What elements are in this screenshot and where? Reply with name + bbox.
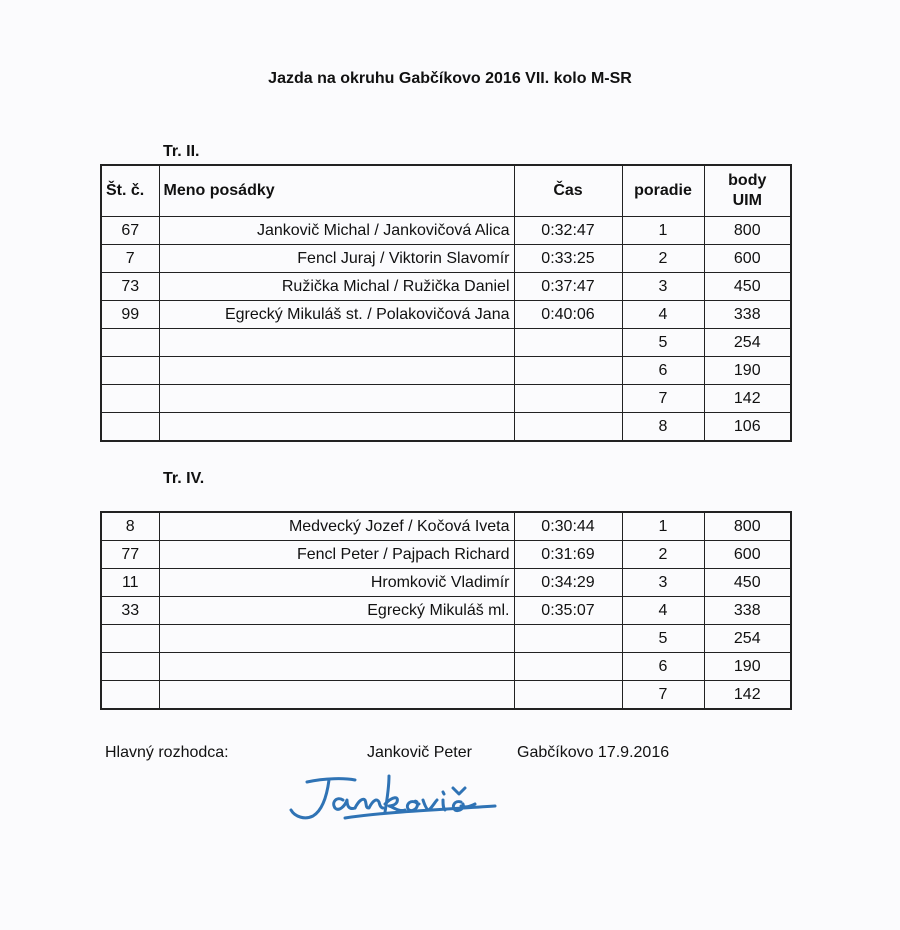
table-body-tr-ii (101, 217, 791, 442)
header-rank: poradie (622, 165, 704, 217)
results-table-tr-ii (100, 164, 792, 442)
crew-number-cell: 77 (101, 541, 159, 569)
header-points-line1: body (728, 172, 767, 189)
crew-name-cell (159, 681, 514, 710)
table-row (101, 681, 791, 710)
rank-cell: 8 (622, 413, 704, 442)
rank-cell: 4 (622, 597, 704, 625)
time-cell: 0:32:47 (514, 217, 622, 245)
header-name: Meno posádky (159, 165, 514, 217)
header-num: Št. č. (101, 165, 159, 217)
rank-cell: 3 (622, 273, 704, 301)
referee-label: Hlavný rozhodca: (105, 744, 229, 761)
rank-cell: 6 (622, 653, 704, 681)
crew-number-cell: 73 (101, 273, 159, 301)
rank-cell: 2 (622, 541, 704, 569)
table-row (101, 385, 791, 413)
points-cell: 142 (704, 385, 791, 413)
rank-cell: 2 (622, 245, 704, 273)
rank-cell: 7 (622, 681, 704, 710)
rank-cell: 4 (622, 301, 704, 329)
table-row (101, 512, 791, 541)
rank-cell: 5 (622, 625, 704, 653)
crew-number-cell (101, 681, 159, 710)
time-cell (514, 653, 622, 681)
section-label-tr-ii: Tr. II. (163, 143, 200, 160)
rank-cell: 7 (622, 385, 704, 413)
time-cell (514, 625, 622, 653)
time-cell (514, 413, 622, 442)
crew-number-cell: 99 (101, 301, 159, 329)
crew-number-cell (101, 625, 159, 653)
header-points-line2: UIM (732, 192, 762, 209)
points-cell: 800 (704, 217, 791, 245)
crew-name-cell: Ružička Michal / Ružička Daniel (159, 273, 514, 301)
crew-number-cell (101, 385, 159, 413)
points-cell: 450 (704, 569, 791, 597)
points-cell: 800 (704, 512, 791, 541)
crew-name-cell (159, 385, 514, 413)
points-cell: 338 (704, 597, 791, 625)
points-cell: 254 (704, 329, 791, 357)
points-cell: 338 (704, 301, 791, 329)
time-cell: 0:40:06 (514, 301, 622, 329)
table-row (101, 217, 791, 245)
time-cell: 0:31:69 (514, 541, 622, 569)
crew-number-cell (101, 329, 159, 357)
crew-name-cell: Medvecký Jozef / Kočová Iveta (159, 512, 514, 541)
crew-name-cell (159, 357, 514, 385)
signature-drawing (285, 770, 515, 830)
crew-number-cell: 8 (101, 512, 159, 541)
points-cell: 450 (704, 273, 791, 301)
crew-name-cell (159, 413, 514, 442)
table-row (101, 357, 791, 385)
document-title: Jazda na okruhu Gabčíkovo 2016 VII. kolo M-SR (268, 70, 632, 87)
crew-name-cell (159, 653, 514, 681)
header-points (704, 165, 791, 217)
time-cell: 0:35:07 (514, 597, 622, 625)
time-cell: 0:33:25 (514, 245, 622, 273)
header-time: Čas (514, 165, 622, 217)
crew-number-cell: 33 (101, 597, 159, 625)
crew-name-cell: Jankovič Michal / Jankovičová Alica (159, 217, 514, 245)
time-cell: 0:34:29 (514, 569, 622, 597)
crew-name-cell (159, 625, 514, 653)
table-row (101, 273, 791, 301)
crew-number-cell: 11 (101, 569, 159, 597)
table-header-row (101, 165, 791, 217)
points-cell: 254 (704, 625, 791, 653)
table-row (101, 653, 791, 681)
section-label-tr-iv: Tr. IV. (163, 470, 205, 487)
crew-name-cell: Egrecký Mikuláš ml. (159, 597, 514, 625)
referee-name: Jankovič Peter (367, 744, 472, 761)
rank-cell: 5 (622, 329, 704, 357)
points-cell: 142 (704, 681, 791, 710)
rank-cell: 1 (622, 217, 704, 245)
table-row (101, 541, 791, 569)
time-cell (514, 385, 622, 413)
crew-name-cell: Hromkovič Vladimír (159, 569, 514, 597)
table-row (101, 245, 791, 273)
points-cell: 190 (704, 357, 791, 385)
crew-name-cell: Egrecký Mikuláš st. / Polakovičová Jana (159, 301, 514, 329)
crew-number-cell: 67 (101, 217, 159, 245)
crew-number-cell: 7 (101, 245, 159, 273)
rank-cell: 6 (622, 357, 704, 385)
crew-number-cell (101, 653, 159, 681)
crew-name-cell: Fencl Juraj / Viktorin Slavomír (159, 245, 514, 273)
crew-number-cell (101, 413, 159, 442)
points-cell: 600 (704, 245, 791, 273)
results-table-tr-iv (100, 511, 792, 710)
crew-name-cell (159, 329, 514, 357)
referee-signature (285, 770, 515, 835)
table-row (101, 301, 791, 329)
points-cell: 600 (704, 541, 791, 569)
crew-number-cell (101, 357, 159, 385)
time-cell: 0:30:44 (514, 512, 622, 541)
table-row (101, 597, 791, 625)
time-cell (514, 329, 622, 357)
time-cell (514, 681, 622, 710)
points-cell: 190 (704, 653, 791, 681)
rank-cell: 1 (622, 512, 704, 541)
table-row (101, 569, 791, 597)
table-row (101, 625, 791, 653)
place-date: Gabčíkovo 17.9.2016 (517, 744, 670, 761)
table-body-tr-iv (101, 512, 791, 709)
crew-name-cell: Fencl Peter / Pajpach Richard (159, 541, 514, 569)
time-cell: 0:37:47 (514, 273, 622, 301)
time-cell (514, 357, 622, 385)
table-row (101, 413, 791, 442)
rank-cell: 3 (622, 569, 704, 597)
table-row (101, 329, 791, 357)
points-cell: 106 (704, 413, 791, 442)
